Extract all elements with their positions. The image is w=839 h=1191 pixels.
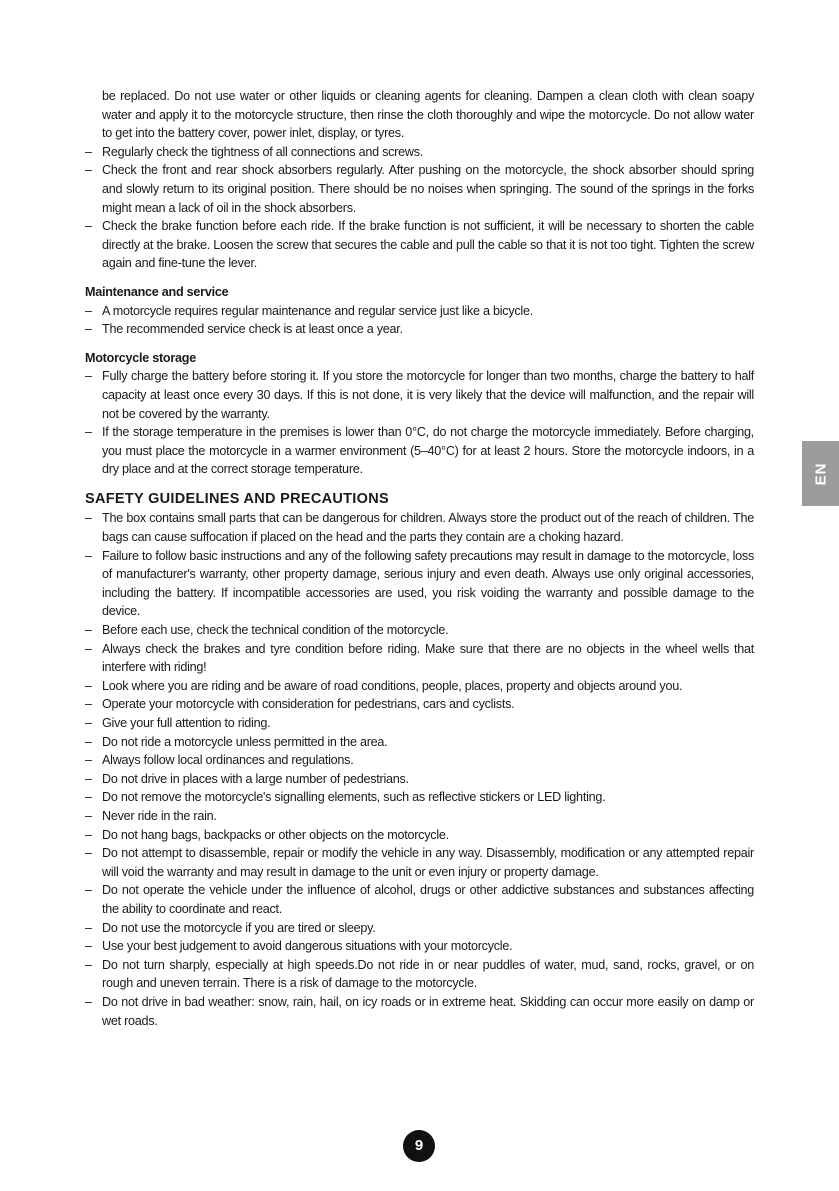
list-item bbox=[85, 547, 754, 621]
continued-paragraph: be replaced. Do not use water or other liquids or cleaning agents for cleaning. Dampen a clean cloth with clean soapy water and apply it to the motorcycle structure, then rinse the cloth thoroughly and wipe the motorcycle. Do not allow water to get into the battery cover, power inlet, display, or tyres. bbox=[102, 89, 754, 141]
list-item-text: Fully charge the battery before storing it. If you store the motorcycle for longer than two months, charge the battery to half capacity at least once every 30 days. If this is not done, it is very likely that the device will malfunction, and the repair will not be covered by the warranty. bbox=[102, 369, 754, 421]
list-item bbox=[85, 751, 754, 770]
page-content bbox=[85, 87, 754, 1030]
dash-bullet-icon: – bbox=[85, 808, 92, 823]
storage-list bbox=[85, 367, 754, 479]
list-item-text: Give your full attention to riding. bbox=[102, 716, 271, 730]
list-item bbox=[85, 161, 754, 217]
list-item bbox=[85, 733, 754, 752]
list-item bbox=[85, 640, 754, 677]
list-item-text: Do not ride a motorcycle unless permitted in the area. bbox=[102, 734, 388, 749]
list-item-text: Regularly check the tightness of all connections and screws. bbox=[102, 144, 424, 159]
dash-bullet-icon: – bbox=[85, 994, 92, 1009]
list-item-text: Failure to follow basic instructions and any of the following safety precautions may result in damage to the motorcycle, loss of manufacturer's warranty, other property damage, serious injury and even death. Always use only original accessories, including the battery. If incompatible accessories are used, you risk voiding the warranty and possible damage to the device. bbox=[102, 548, 754, 619]
dash-bullet-icon: – bbox=[85, 957, 92, 972]
dash-bullet-icon: – bbox=[85, 369, 92, 384]
list-item-text: Check the front and rear shock absorbers regularly. After pushing on the motorcycle, the shock absorber should spring and slowly return to its original position. There should be no noises when springing. The sound of the springs in the forks might mean a lack of oil in the shock absorbers. bbox=[102, 163, 754, 215]
list-item-text: Do not hang bags, backpacks or other objects on the motorcycle. bbox=[102, 827, 449, 842]
list-item bbox=[85, 302, 754, 321]
list-item-text: Do not drive in places with a large number of pedestrians. bbox=[102, 771, 409, 786]
dash-bullet-icon: – bbox=[85, 322, 92, 337]
page-number: 9 bbox=[403, 1130, 435, 1162]
list-item bbox=[85, 770, 754, 789]
list-item-text: A motorcycle requires regular maintenance and regular service just like a bicycle. bbox=[102, 303, 533, 318]
list-item bbox=[85, 993, 754, 1030]
list-item bbox=[85, 881, 754, 918]
dash-bullet-icon: – bbox=[85, 827, 92, 842]
maintenance-heading: Maintenance and service bbox=[85, 284, 229, 299]
safety-heading: SAFETY GUIDELINES AND PRECAUTIONS bbox=[85, 490, 389, 507]
list-item bbox=[85, 509, 754, 546]
maintenance-list bbox=[85, 302, 754, 339]
dash-bullet-icon: – bbox=[85, 920, 92, 935]
dash-bullet-icon: – bbox=[85, 425, 92, 440]
list-item bbox=[85, 714, 754, 733]
list-item-text: If the storage temperature in the premises is lower than 0°C, do not charge the motorcycle immediately. Before charging, you must place the motorcycle in a warmer environment (5–40°C) for at least 2 hours. Store the motorcycle indoors, in a dry place and at the correct storage temperature. bbox=[102, 425, 754, 477]
list-item bbox=[85, 423, 754, 479]
list-item bbox=[85, 788, 754, 807]
safety-list bbox=[85, 509, 754, 1030]
list-item-text: Always follow local ordinances and regulations. bbox=[102, 753, 354, 768]
dash-bullet-icon: – bbox=[85, 678, 92, 693]
list-item-text: The box contains small parts that can be dangerous for children. Always store the product out of the reach of children. The bags can cause suffocation if placed on the head and the parts they contain are a choking hazard. bbox=[102, 511, 754, 545]
dash-bullet-icon: – bbox=[85, 790, 92, 805]
dash-bullet-icon: – bbox=[85, 716, 92, 730]
list-item-text: The recommended service check is at least once a year. bbox=[102, 322, 403, 337]
dash-bullet-icon: – bbox=[85, 641, 92, 656]
list-item-text: Do not attempt to disassemble, repair or modify the vehicle in any way. Disassembly, modification or any attempted repair will void the warranty and may result in damage to the unit or even injury or property damage. bbox=[102, 846, 754, 879]
list-item-text: Do not remove the motorcycle's signalling elements, such as reflective stickers or LED lighting. bbox=[102, 790, 606, 805]
list-item-text: Check the brake function before each ride. If the brake function is not sufficient, it will be necessary to shorten the cable directly at the brake. Loosen the screw that secures the cable and pull the cable so that it is not too tight. Tighten the screw again and fine-tune the lever. bbox=[102, 219, 754, 271]
language-label: EN bbox=[812, 462, 829, 485]
dash-bullet-icon: – bbox=[85, 734, 92, 749]
dash-bullet-icon: – bbox=[85, 753, 92, 768]
list-item-text: Always check the brakes and tyre condition before riding. Make sure that there are no objects in the wheel wells that interfere with riding! bbox=[102, 641, 754, 675]
list-item bbox=[85, 919, 754, 938]
dash-bullet-icon: – bbox=[85, 697, 92, 712]
dash-bullet-icon: – bbox=[85, 623, 92, 638]
dash-bullet-icon: – bbox=[85, 771, 92, 786]
list-item bbox=[85, 956, 754, 993]
list-item-text: Operate your motorcycle with consideration for pedestrians, cars and cyclists. bbox=[102, 697, 515, 712]
list-item bbox=[85, 807, 754, 826]
dash-bullet-icon: – bbox=[85, 144, 92, 159]
list-item bbox=[85, 826, 754, 845]
list-item-text: Look where you are riding and be aware of road conditions, people, places, property and objects around you. bbox=[102, 678, 683, 693]
list-item bbox=[85, 937, 754, 956]
list-item-text: Do not use the motorcycle if you are tired or sleepy. bbox=[102, 920, 376, 935]
list-item-text: Do not operate the vehicle under the influence of alcohol, drugs or other addictive substances and substances affecting the ability to coordinate and react. bbox=[102, 883, 754, 916]
list-item-text: Never ride in the rain. bbox=[102, 808, 217, 823]
list-item bbox=[85, 217, 754, 273]
language-tab bbox=[802, 441, 839, 506]
dash-bullet-icon: – bbox=[85, 548, 92, 563]
list-item bbox=[85, 143, 754, 162]
dash-bullet-icon: – bbox=[85, 511, 92, 526]
list-item-text: Before each use, check the technical condition of the motorcycle. bbox=[102, 623, 449, 638]
list-item bbox=[85, 677, 754, 696]
list-item-text: Do not drive in bad weather: snow, rain, hail, on icy roads or in extreme heat. Skidding can occur more easily on damp or wet roads. bbox=[102, 994, 754, 1028]
list-item-text: Use your best judgement to avoid dangerous situations with your motorcycle. bbox=[102, 939, 513, 954]
storage-heading: Motorcycle storage bbox=[85, 350, 196, 365]
list-item-text: Do not turn sharply, especially at high speeds.Do not ride in or near puddles of water, mud, sand, rocks, gravel, or on rough and uneven terrain. There is a risk of damage to the motorcycle. bbox=[102, 957, 754, 991]
dash-bullet-icon: – bbox=[85, 846, 92, 861]
dash-bullet-icon: – bbox=[85, 163, 92, 178]
list-item bbox=[85, 367, 754, 423]
list-item bbox=[85, 695, 754, 714]
list-item bbox=[85, 320, 754, 339]
dash-bullet-icon: – bbox=[85, 883, 92, 898]
dash-bullet-icon: – bbox=[85, 939, 92, 954]
dash-bullet-icon: – bbox=[85, 219, 92, 234]
care-list bbox=[85, 143, 754, 273]
list-item bbox=[85, 844, 754, 881]
dash-bullet-icon: – bbox=[85, 303, 92, 318]
list-item bbox=[85, 621, 754, 640]
